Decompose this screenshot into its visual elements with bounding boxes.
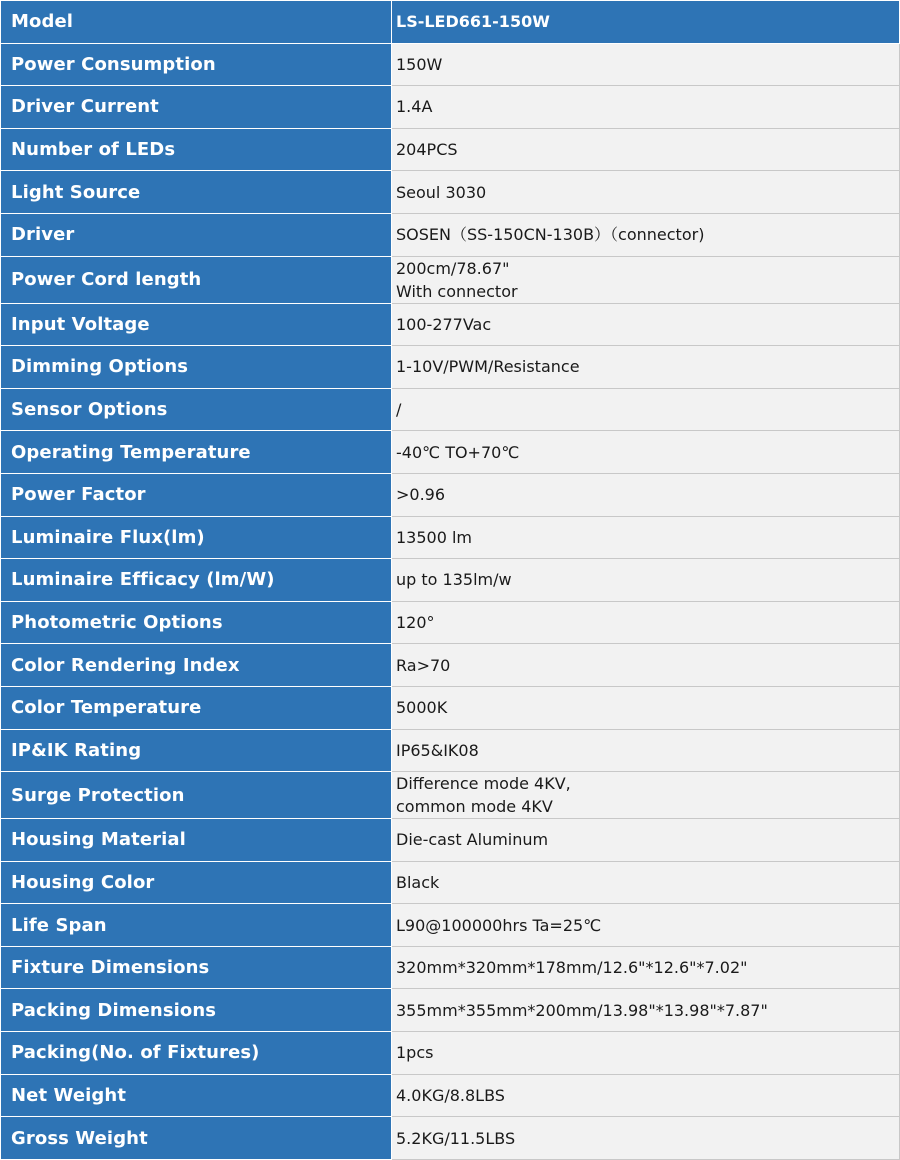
spec-label: Light Source (1, 171, 392, 214)
spec-value: 4.0KG/8.8LBS (392, 1074, 900, 1117)
spec-label: Input Voltage (1, 303, 392, 346)
spec-row (1, 644, 900, 687)
spec-value: 200cm/78.67" With connector (392, 256, 900, 303)
spec-row (1, 559, 900, 602)
spec-value: Ra>70 (392, 644, 900, 687)
spec-row (1, 388, 900, 431)
spec-row (1, 601, 900, 644)
spec-row (1, 431, 900, 474)
spec-value: >0.96 (392, 473, 900, 516)
spec-row (1, 86, 900, 129)
spec-label: Model (1, 1, 392, 44)
spec-value: 320mm*320mm*178mm/12.6"*12.6"*7.02" (392, 946, 900, 989)
spec-row (1, 772, 900, 819)
spec-value: 1-10V/PWM/Resistance (392, 346, 900, 389)
spec-value: 204PCS (392, 128, 900, 171)
spec-value: 1.4A (392, 86, 900, 129)
spec-value: 150W (392, 43, 900, 86)
spec-value: Black (392, 861, 900, 904)
spec-label: Dimming Options (1, 346, 392, 389)
spec-row (1, 473, 900, 516)
spec-label: Photometric Options (1, 601, 392, 644)
spec-row (1, 516, 900, 559)
spec-row (1, 256, 900, 303)
spec-label: Number of LEDs (1, 128, 392, 171)
spec-label: Gross Weight (1, 1117, 392, 1160)
spec-row (1, 346, 900, 389)
spec-value: 13500 lm (392, 516, 900, 559)
spec-label: Driver Current (1, 86, 392, 129)
spec-row (1, 686, 900, 729)
spec-label: Packing Dimensions (1, 989, 392, 1032)
spec-label: Luminaire Efficacy (lm/W) (1, 559, 392, 602)
spec-label: Surge Protection (1, 772, 392, 819)
spec-header-row (1, 1, 900, 44)
spec-value: Difference mode 4KV, common mode 4KV (392, 772, 900, 819)
spec-label: IP&IK Rating (1, 729, 392, 772)
spec-row (1, 819, 900, 862)
spec-row (1, 904, 900, 947)
spec-row (1, 861, 900, 904)
spec-value: SOSEN（SS-150CN-130B）（connector) (392, 213, 900, 256)
spec-label: Power Factor (1, 473, 392, 516)
spec-label: Sensor Options (1, 388, 392, 431)
spec-label: Fixture Dimensions (1, 946, 392, 989)
spec-label: Housing Color (1, 861, 392, 904)
spec-value: -40℃ TO+70℃ (392, 431, 900, 474)
spec-value: IP65&IK08 (392, 729, 900, 772)
spec-row (1, 43, 900, 86)
spec-row (1, 128, 900, 171)
spec-row (1, 1117, 900, 1160)
spec-value: / (392, 388, 900, 431)
spec-label: Driver (1, 213, 392, 256)
spec-value: Die-cast Aluminum (392, 819, 900, 862)
spec-value: 355mm*355mm*200mm/13.98"*13.98"*7.87" (392, 989, 900, 1032)
spec-value: up to 135lm/w (392, 559, 900, 602)
spec-value: 120° (392, 601, 900, 644)
spec-label: Life Span (1, 904, 392, 947)
spec-label: Packing(No. of Fixtures) (1, 1032, 392, 1075)
spec-label: Housing Material (1, 819, 392, 862)
spec-label: Power Cord length (1, 256, 392, 303)
spec-row (1, 213, 900, 256)
spec-label: Operating Temperature (1, 431, 392, 474)
spec-row (1, 303, 900, 346)
spec-label: Color Rendering Index (1, 644, 392, 687)
spec-value: 1pcs (392, 1032, 900, 1075)
spec-table-body (1, 1, 900, 1160)
spec-label: Net Weight (1, 1074, 392, 1117)
spec-value: L90@100000hrs Ta=25℃ (392, 904, 900, 947)
spec-value: Seoul 3030 (392, 171, 900, 214)
spec-label: Luminaire Flux(lm) (1, 516, 392, 559)
spec-row (1, 171, 900, 214)
spec-value: LS-LED661-150W (392, 1, 900, 44)
spec-label: Color Temperature (1, 686, 392, 729)
spec-row (1, 1032, 900, 1075)
spec-value: 5.2KG/11.5LBS (392, 1117, 900, 1160)
spec-row (1, 946, 900, 989)
spec-row (1, 1074, 900, 1117)
spec-row (1, 729, 900, 772)
spec-value: 100-277Vac (392, 303, 900, 346)
spec-value: 5000K (392, 686, 900, 729)
spec-label: Power Consumption (1, 43, 392, 86)
spec-row (1, 989, 900, 1032)
